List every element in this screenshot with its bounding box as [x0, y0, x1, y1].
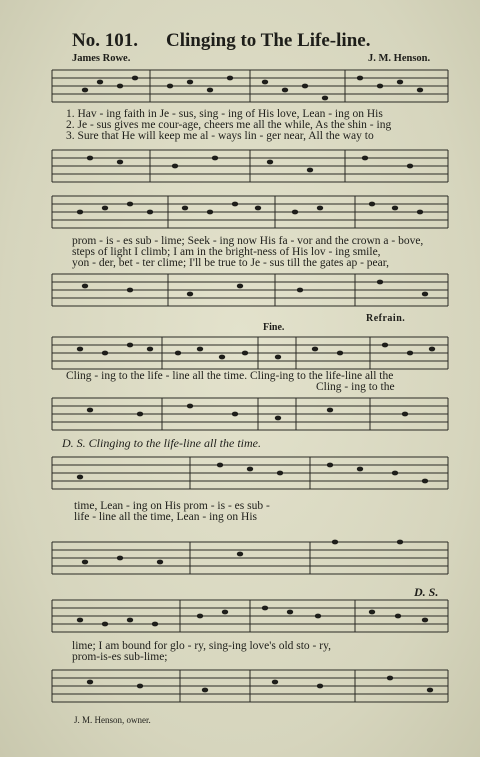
- bass-staff: [0, 536, 480, 586]
- composer-credit: J. M. Henson.: [368, 53, 431, 64]
- hymn-title: Clinging to The Life-line.: [166, 30, 371, 51]
- refrain-line: Cling - ing to the life - line all the time. Cling-ing to the life-line all the: [66, 370, 394, 382]
- verse-3-line: yon - der, bet - ter clime; I'll be true to Je - sus till the gates ap - pear,: [72, 257, 389, 269]
- verse-2-line: steps of light I climb; I am in the bright-ness of His lov - ing smile,: [72, 246, 381, 258]
- hymn-number: No. 101.: [72, 30, 138, 51]
- verse-1-line: prom - is - es sub - lime; Seek - ing now His fa - vor and the crown a - bove,: [72, 235, 424, 247]
- ds-mark: D. S.: [414, 585, 439, 599]
- refrain-label: Refrain.: [366, 313, 406, 324]
- verse-2-line: 2. Je - sus gives me cour-age, cheers me all the while, As the shin - ing: [66, 119, 392, 131]
- refrain-response-line: prom-is-es sub-lime;: [72, 651, 168, 663]
- lyricist-credit: James Rowe.: [72, 53, 131, 64]
- bass-staff: [0, 270, 480, 316]
- refrain-line: lime; I am bound for glo - ry, sing-ing love's old sto - ry,: [72, 640, 331, 652]
- treble-staff: [0, 596, 480, 642]
- treble-staff: [0, 192, 480, 238]
- ds-instruction: D. S. Clinging to the life-line all the time.: [62, 436, 261, 450]
- refrain-response-line: Cling - ing to the: [316, 381, 395, 393]
- bass-staff: [0, 394, 480, 440]
- treble-staff: [0, 66, 480, 112]
- copyright-owner: J. M. Henson, owner.: [74, 715, 151, 725]
- fine-label: Fine.: [263, 322, 285, 333]
- verse-3-line: 3. Sure that He will keep me al - ways lin - ger near, All the way to: [66, 130, 374, 142]
- verse-1-line: 1. Hav - ing faith in Je - sus, sing - ing of His love, Lean - ing on His: [66, 108, 383, 120]
- bass-staff: [0, 666, 480, 712]
- refrain-response-line: life - line all the time, Lean - ing on His: [74, 511, 257, 523]
- bass-staff: [0, 144, 480, 194]
- treble-staff: [0, 453, 480, 499]
- refrain-line: time, Lean - ing on His prom - is - es sub -: [74, 500, 270, 512]
